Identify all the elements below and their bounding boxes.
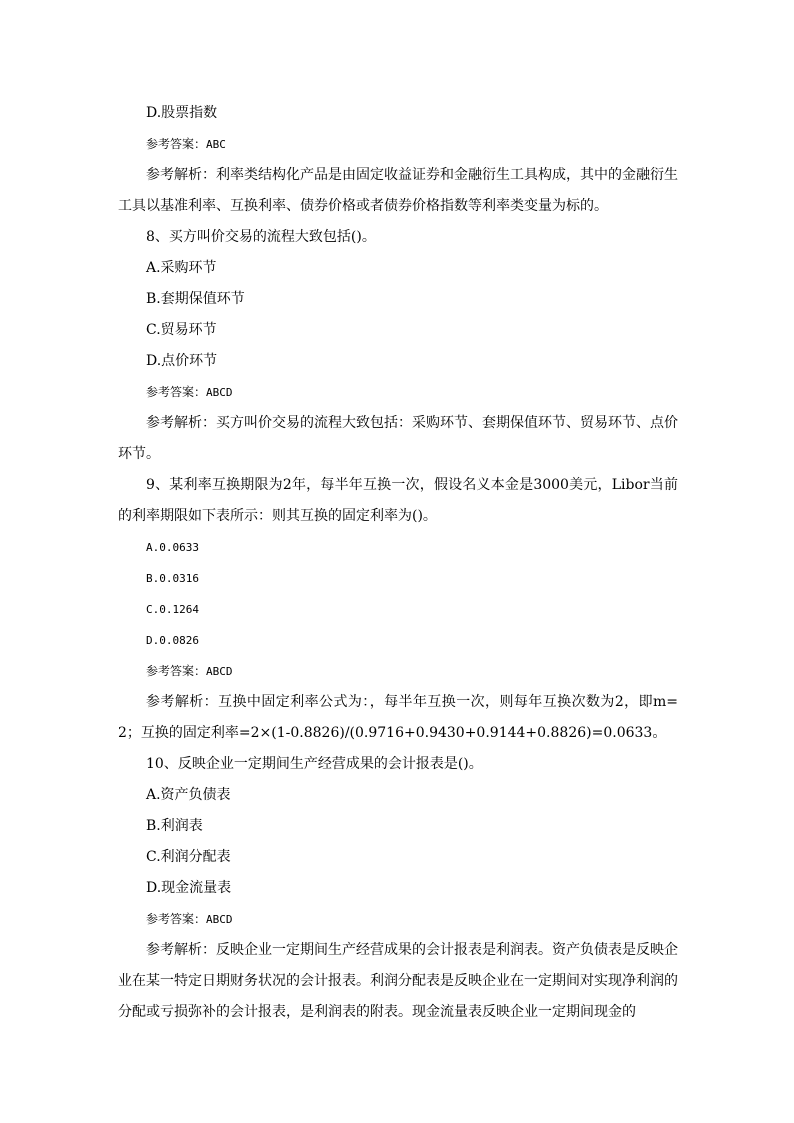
explanation-paragraph: 参考解析：反映企业一定期间生产经营成果的会计报表是利润表。资产负债表是反映企业在某一特定日期财务状况的会计报表。利润分配表是反映企业在一定期间对实现净利润的分配或亏损弥补的会计报表，是利润表的附表。现金流量表反映企业一定期间现金的 xyxy=(118,942,678,1020)
question-paragraph: 9、某利率互换期限为2年，每半年互换一次，假设名义本金是3000美元，Libor当前的利率期限如下表所示：则其互换的固定利率为()。 xyxy=(118,477,678,524)
answer-option: A.采购环节 xyxy=(146,260,217,276)
answer-label: 参考答案： xyxy=(146,912,207,926)
answer-value: ABC xyxy=(206,138,226,151)
answer-option: D.现金流量表 xyxy=(146,880,232,896)
answer-label: 参考答案： xyxy=(146,385,207,399)
answer-value: ABCD xyxy=(206,665,233,678)
reference-answer xyxy=(118,129,678,160)
answer-option: C.贸易环节 xyxy=(146,322,217,338)
explanation-paragraph: 参考解析：利率类结构化产品是由固定收益证券和金融衍生工具构成，其中的金融衍生工具以基准利率、互换利率、债券价格或者债券价格指数等利率类变量为标的。 xyxy=(118,167,678,214)
reference-answer xyxy=(118,656,678,687)
answer-option: B.利润表 xyxy=(146,818,203,834)
answer-option: D.0.0826 xyxy=(146,634,199,647)
answer-option: C.0.1264 xyxy=(146,603,199,616)
explanation-paragraph: 参考解析：互换中固定利率公式为：，每半年互换一次，则每年互换次数为2，即m=2；互换的固定利率=2×(1-0.8826)/(0.9716+0.9430+0.9144+0.8826)=0.0633。 xyxy=(118,694,678,741)
reference-answer xyxy=(118,904,678,935)
answer-option: C.利润分配表 xyxy=(146,849,231,865)
reference-answer xyxy=(118,377,678,408)
document-content xyxy=(118,98,678,1028)
answer-label: 参考答案： xyxy=(146,137,207,151)
answer-value: ABCD xyxy=(206,386,233,399)
question-title: 8、买方叫价交易的流程大致包括()。 xyxy=(146,229,376,245)
answer-label: 参考答案： xyxy=(146,664,207,678)
answer-value: ABCD xyxy=(206,913,233,926)
explanation-paragraph: 参考解析：买方叫价交易的流程大致包括：采购环节、套期保值环节、贸易环节、点价环节。 xyxy=(118,415,678,462)
answer-option: A.资产负债表 xyxy=(146,787,231,803)
answer-option: B.0.0316 xyxy=(146,572,199,585)
answer-option: D.点价环节 xyxy=(146,353,218,369)
answer-option: B.套期保值环节 xyxy=(146,291,245,307)
question-title: 10、反映企业一定期间生产经营成果的会计报表是()。 xyxy=(146,756,483,772)
answer-option: A.0.0633 xyxy=(146,541,199,554)
answer-option: D.股票指数 xyxy=(146,105,218,121)
